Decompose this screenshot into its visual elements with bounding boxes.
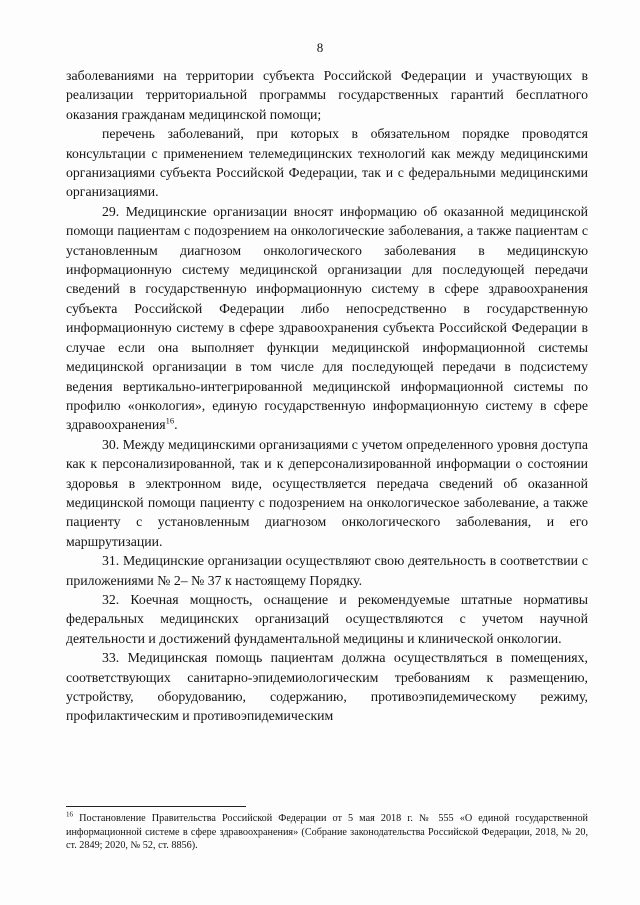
paragraph-32: 32. Коечная мощность, оснащение и рекомендуемые штатные нормативы федеральных медицинских организаций осуществляются с учетом научной деятельности и достижений фундаментальной медицины и клинической онкологии. [66, 591, 588, 646]
paragraph-31: 31. Медицинские организации осуществляют свою деятельность в соответствии с приложениями № 2– № 37 к настоящему Порядку. [66, 553, 588, 588]
footnote-divider [66, 806, 246, 807]
paragraph-continuation: заболеваниями на территории субъекта Российской Федерации и участвующих в реализации территориальной программы государственных гарантий бесплатного оказания гражданам медицинской помощи; [66, 68, 588, 122]
footnote [66, 812, 588, 853]
page-number: 8 [316, 40, 324, 55]
footnote-reference: 16 [165, 415, 175, 426]
paragraph-29-text: 29. Медицинские организации вносят информацию об оказанной медицинской помощи пациентам с подозрением на онкологические заболевания, а также пациентам с установленным диагнозом онкологического заболевания в медицинскую информационную систему медицинской организации для последующей передачи сведений в государственную информационную систему в сфере здравоохранения субъекта Российской Федерации либо непосредственно в государственную информационную систему в сфере здравоохранения субъекта Российской Федерации в случае если она выполняет функции медицинской информационной системы медицинской организации в том числе для последующей передачи в подсистему ведения вертикально-интегрированной медицинской информационной системы по профилю «онкология», единую государственную информационную систему в сфере здравоохранения [66, 203, 588, 433]
paragraph-30: 30. Между медицинскими организациями с учетом определенного уровня доступа как к персонализированной, так и к деперсонализированной информации о состоянии здоровья в электронном виде, осуществляется передача сведений об оказанной медицинской помощи пациенту с подозрением на онкологическое заболевание, а также пациенту с установленным диагнозом онкологического заболевания, и его маршрутизации. [66, 436, 588, 549]
footnote-text: Постановление Правительства Российской Федерации от 5 мая 2018 г. № 555 «О единой государственной информационной системе в сфере здравоохранения» (Собрание законодательства Российской Федерации, 2018, № 20, ст. 2849; 2020, № 52, ст. 8856). [66, 813, 589, 852]
paragraph-33: 33. Медицинская помощь пациентам должна осуществляться в помещениях, соответствующих санитарно-эпидемиологическим требованиям к размещению, устройству, оборудованию, содержанию, противоэпидемическому режиму, профилактическим и противоэпидемическим [66, 650, 588, 724]
footnote-mark: 16 [66, 810, 73, 819]
paragraph-consultations-list: перечень заболеваний, при которых в обязательном порядке проводятся консультации с применением телемедицинских технологий как между медицинскими организациями субъекта Российской Федерации, так и с федеральными медицинскими организациями. [66, 126, 588, 200]
paragraph-29: 29. Медицинские организации вносят информацию об оказанной медицинской помощи пациентам с подозрением на онкологические заболевания, а также пациентам с установленным диагнозом онкологического заболевания в медицинскую информационную систему медицинской организации для последующей передачи сведений в государственную информационную систему в сфере здравоохранения субъекта Российской Федерации либо непосредственно в государственную информационную систему в сфере здравоохранения субъекта Российской Федерации в случае если она выполняет функции медицинской информационной системы медицинской организации в том числе для последующей передачи в подсистему ведения вертикально-интегрированной медицинской информационной системы по профилю «онкология», единую государственную информационную систему в сфере здравоохранения$^{16}$. [66, 203, 588, 433]
document-body [66, 66, 588, 726]
